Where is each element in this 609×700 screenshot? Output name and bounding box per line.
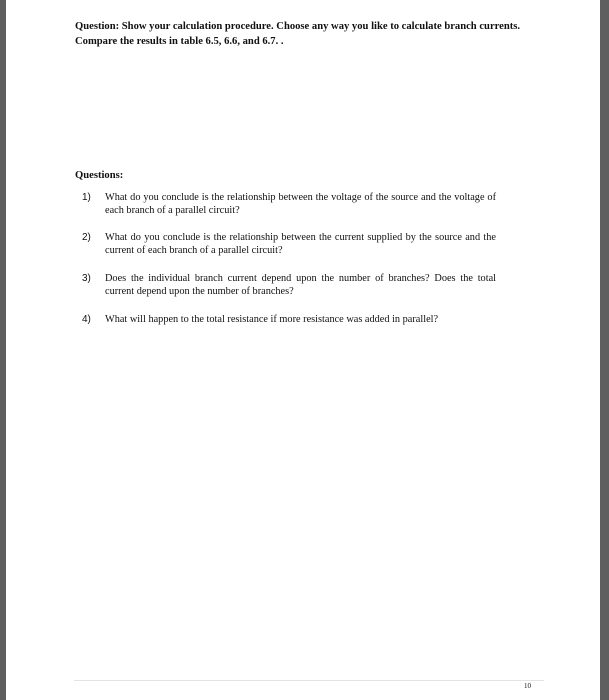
question-text: What do you conclude is the relationship between the voltage of the source and the voltage of each branch of a parallel circuit?: [105, 192, 496, 216]
footer-divider: [74, 680, 544, 681]
question-number: 4): [82, 314, 91, 325]
question-item-4: [82, 314, 496, 327]
question-text: Does the individual branch current depend upon the number of branches? Does the total current depend upon the number of branches?: [105, 273, 496, 297]
question-instruction: Question: Show your calculation procedure. Choose any way you like to calculate branch currents. Compare the results in table 6.5, 6.6, and 6.7. .: [75, 21, 521, 47]
question-number: 1): [82, 192, 91, 203]
question-text: What do you conclude is the relationship between the current supplied by the source and the current of each branch of a parallel circuit?: [105, 232, 496, 256]
question-item-2: [82, 232, 496, 257]
question-number: 3): [82, 273, 91, 284]
page-number: 10: [524, 682, 531, 690]
question-item-1: [82, 192, 496, 217]
question-item-3: [82, 273, 496, 298]
questions-heading: Questions:: [75, 170, 124, 181]
question-text: What will happen to the total resistance if more resistance was added in parallel?: [105, 314, 439, 325]
document-page: [6, 0, 600, 700]
question-number: 2): [82, 232, 91, 243]
